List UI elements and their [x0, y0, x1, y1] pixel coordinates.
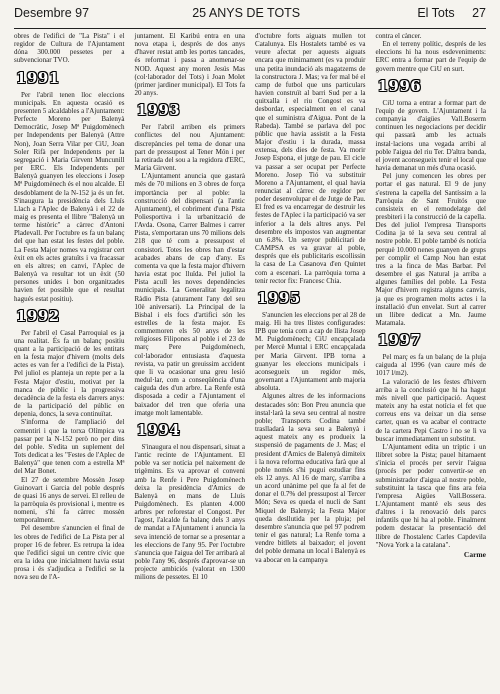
- year-heading: 1991: [16, 68, 60, 87]
- column-4: [376, 32, 487, 582]
- header-right: [403, 6, 486, 20]
- paragraph: En el terreny polític, després de les eleccions hi ha nous esdeveniments: ERC entra a formar part de l'equip de govern mentre que CiU en surt.: [375, 40, 486, 73]
- paragraph: S'inaugura el nou dispensari, situat a l'antic recinte de l'Ajuntament. El poble va ser notícia pel naixement de trigèmins. Es va aprovar el conveni amb la Renfe i Pere Puigdomènech deixa la presidència d'Amics de Balenyà en mans de Lluís Puigdomènech. Es planten 4.000 arbres per reforestar el Congost. Per l'agost, l'alcalde fa balanç dels 3 anys de mandat a l'Ajuntament i anuncia la seva intenció de tornar se a presentar a les eleccions de l'any 95. Per l'octubre s'anuncia que l'aigua del Ter arribarà al poble l'any 96, després d'aprovar-se un projecte ambiciós (valorat en 1300 milions de pessetes. El 10: [134, 442, 245, 582]
- paragraph: La valoració de les festes d'hivern arriba a la conclusió que hi ha hagut més nivell que participació. Aquest mateix any ha estat notícia el fet que correus ens va deixar un dia sense carter, quan es va acabar el contracte de la cartera Pepi Castro i no se li va buscar immediatament un substitut.: [375, 377, 486, 443]
- paragraph: Per l'abril tenen lloc eleccions municipals. En aquesta ocasió es presenten 5 alcaldables a l'Ajuntament: Perfecte Moreno per Balenyà Democràtic, Josep Mª Puigdomènech per Independents per Balenyà (Attre Non), Joan Serra Vilar per CiU, Joan Soler Rifà per Independents per la segregació i Maria Girvent Muncunill per ERC. Els Independents per Balenyà guanyen les eleccions i Josep Mª Puigdomènech és el nou alcalde. El desdoblament de la N-152 ja és un fet. S'inaugura la presidència dels Lluís Llach a l'Aplec de Balenyà i el 22 de maig es presenta el llibre "Balenyà un terme històric" a càrrec d'Antoni Pladevall. Per l'octubre es fa un balanç del que han estat les festes del poble. La Festa Major nomes va registrar cert èxit en els actes gratuïts i va fracassar en els altres; en canvi, l'Aplec de Balenyà va resultar tot un èxit (50 persones unides i bon organitzades havien fet possible que el resultat hagués estat positiu).: [14, 90, 125, 303]
- paragraph: juntament. El Karibú entra en una nova etapa i, després de dos anys d'haver restat amb les portes tancades, és reformat i passa a anomenar-se NOD. Aquest any moren Jesús Mas (col·laborador del Tots) i Joan Molet (primer jardiner municipal). El Tots fa 20 anys.: [134, 32, 245, 98]
- paragraph: L'Ajuntament anuncia que gastarà més de 70 milions en 3 obres de força importància per al poble: la construcció del dispensari (a l'antic Ajuntament), el cobriment d'una Pista Poliesportiva i la urbanització de l'Avda. Osona, Carrer Balmes i carrer Pista, s'emportaran uns 70 milions dels 218 que té com a pressupost el consistori. Totes les obres han d'estar acabades abans de cap d'any. Es comenta va que la festa major d'hivern havia estat poc lluïda. Pel juliol la Pista acull les noves dependències municipals. La Generalitat legalitza Ràdio Pista (aturament l'any del seu 10è aniversari). La Principal de la Bisbal i els focs d'artifici són les estrelles de la festa major. Es commemoren els 50 anys de les religioses Filipones al poble i el 23 de març Pere Puigdomènech, col·laborador entusiasta d'aquesta revista, va patir un greuissim accident que li va ocasionar una greu lesió medul·lar, com a conseqüència d'una caiguda des d'un arbre. La Renfe està disposada a cedir a l'Ajuntament el baixador del tren que oferia una imatge molt lamentable.: [134, 172, 245, 417]
- year-heading: 1993: [136, 101, 181, 120]
- year-heading: 1997: [377, 331, 422, 350]
- paragraph: S'anuncien les eleccions per al 28 de maig. Hi ha tres llistes configurades: IPB que tenia com a cap de llista Josep M. Puigdomènech; CiU encapçalada per Mercè Muntal i ERC encapçalada per Maria Girvent. IPB torna a guanyar les eleccions municipals i aconsegueix un regidor més, governant a l'Ajuntament amb majoria absoluta.: [255, 310, 366, 393]
- paragraph: Per l'abril el Casal Parroquial es ja una realitat. És fa un balanç positiu quant a la participació de les entitats en la festa major d'hivern (molts dels actes es van fer a l'edifici de la Pista). Pel juliol es planteja un repte per a la Festa Major d'estiu, motivat per la manca de públic i la progressiva decadència de la festa els darrers anys: de la participació del públic en depenia, doncs, la seva continuïtat.: [14, 328, 125, 419]
- paragraph: Pel març es fa un balanç de la pluja caiguda al 1996 (van caure més de 1017 l/m2).: [375, 353, 486, 378]
- paragraph: contra el càncer.: [375, 32, 422, 40]
- paragraph: Per l'abril arriben els primers conflictes del nou Ajuntament: discrepàncies pel tema de donar una part de pressupost al Tener Món i per la retirada del sou a la regidora d'ERC, Maria Girvent.: [134, 123, 245, 173]
- paragraph: L'Ajuntament edita un tríptic i un llibret sobre la Pista; pauel hitamaent s'inicia el procés per servir l'aigua (procés per poder convertir-se en subministrador d'aigua al nostre poble, substituint la tasca que fins ara feia l'empresa Aigües Vall.Bossera. L'Ajuntament manté els seus des d'altres i la renovació dels parcs infantils que hi ha al poble. Finalment podem destacar la presentació del llibre de l'hostalenc Carles Capdevila "Nova York a la catalana".: [375, 442, 486, 549]
- year-heading: 1992: [16, 306, 60, 325]
- column-3: [255, 32, 366, 582]
- paragraph: CiU torna a entrar a formar part de l'equip de govern. L'Ajuntament i la companyia d'aigües Vall.Boserm continuen les negociacions per decidir qui passarà amb les actuals instal·lacions una vegada arribi al poble l'aigua del riu Ter. D'altra banda, el jovent aconsegueix tenir el local que havia demanat un més d'una ocasió.: [375, 98, 486, 173]
- article-columns: [14, 32, 486, 582]
- publication-title: El Tots: [417, 6, 455, 20]
- page-number: 27: [472, 6, 486, 20]
- author-signature: Carme: [463, 549, 486, 559]
- paragraph: Pel juny comencen les obres per portar el gas natural. El 9 de juny s'estrena la capella del Santíssim a la Parròquia de Sant Fruitós que consisteix en el remodelatge del presbiteri i la construcció de la capella. Des del juliol l'empresa Transports Codina ja té la seva seu central al nostre poble. El poble també és notícia perquè 10.000 nenes guanyen de grups per complir el Camp Nou han estat tres a la finca de Mas Barbar. Pel desembre el gas Natural ja arriba a algunes famílies del poble. La Festa Major d'hivern registra alguns canvis, ja que es programen molts actes i la installació d'un envelat. Surt al carrer un llibre dedicat a Mn. Jaume Matamala.: [375, 172, 486, 327]
- year-heading: 1996: [377, 76, 422, 95]
- paragraph: d'octubre forts aiguats mullen tot Catalunya. Els Hostalets també es va veure afectat per aquests aiguats encara que minimament (es va produir una petita inundació als magatzems de la constructora J. Mas; va fer mal bé el camp de futbol que uns particulars havien construït al barri Sud per a la quitxalla i el riu Congost es va desbordar, especialment en el canal que el suministra d'Aigua. Pont de la Rabeda). També se parlava del poc públic que havia assistit a la Festa Major d'estiu i la durada, massa extensa, dels dies de festa. Va morir Josep Espona, el jutge de pau. El cicle va passar a ser ocupat per Perfecte Moreno. Josep Tió va substituir Moreno a l'Ajuntament, el qual havia renunciat al càrrec de regidor per poder desenvolupar el de Jutge de Pau. El fred es va encarregar de destruir les festes de l'Aplec i la participació va ser inferior a la dels altres anys. Pel desembre els impostos van augmentar un 6.8%. Un senyor publicitari de CAMPSA es va gravar al poble, després que els publicitaris escollissin la casa de La Casanova d'en Quintet com a escenari. La parròquia torna a tenir rector fix: Francesc Chia.: [255, 32, 366, 285]
- paragraph: Pel desembre s'anuncien el final de les obres de l'edifici de La Pista per al proper 16 de febrer. Es retrupa la idea que l'edifici sigui un centre cívic que era la idea que inicialment havia estat prosa i és s'adjudica a l'edifici se la nova seu de l'A-: [14, 524, 125, 582]
- page-header: [14, 0, 486, 29]
- paragraph: S'informa de l'ampliació del cementiri i que la torxa Olímpica va passar per la N-152 però no per dins del poble. S'edita un suplement del Tots dedicat a les "Festes de l'Aplec de Balenyà" que tenen com a estrella Mª del Mar Bonet.: [14, 418, 125, 476]
- paragraph: Algunes altres de les informacions destacades són: Bon Preu anuncia que instal·larà la seva seu central al nostre poble; Transports Codina també traslladarà la seva seu a Balenyà i aquest mateix any es produeix la suspensió de pagaments de J. Mas; el president d'Amics de Balenyà dimiteix i la nova reforma educativa farà que al poble només s'hi pugui estudiar fins els 12 anys. Al 16 de març, s'arriba a un acord unànime pel que fa al fet de donar el 0.7% del pressupost al Tercer Món; Seva es queda el nucli de Sant Miquel de Balenyà; la Festa Major queda desllutida per la pluja; pel desembre s'anuncia que pel 97 podrem tenir el gas natural; La Renfe torna a vendre bitllets al baixador; el jovent del poble demana un local i Balenyà es va abocar en la campanya: [255, 392, 366, 564]
- section-title: 25 ANYS DE TOTS: [192, 6, 301, 20]
- column-2: [135, 32, 246, 582]
- paragraph: El 27 de setembre Mossèn Josep Guinovart i Garcia del poble després de quasi 16 anys de servei. El relleu de la parròquia és provisional i, mentre es nomeni, s'hi fa càrrec mossèn temporalment.: [14, 475, 125, 525]
- year-heading: 1995: [257, 288, 301, 307]
- issue-date: Desembre 97: [14, 6, 90, 20]
- paragraph: obres de l'edifici de "La Pista" i el regidor de Cultura de l'Ajuntament dóna 300.000 pessetes per a subvencionar TVO.: [14, 32, 125, 65]
- column-1: [14, 32, 125, 582]
- year-heading: 1994: [136, 420, 181, 439]
